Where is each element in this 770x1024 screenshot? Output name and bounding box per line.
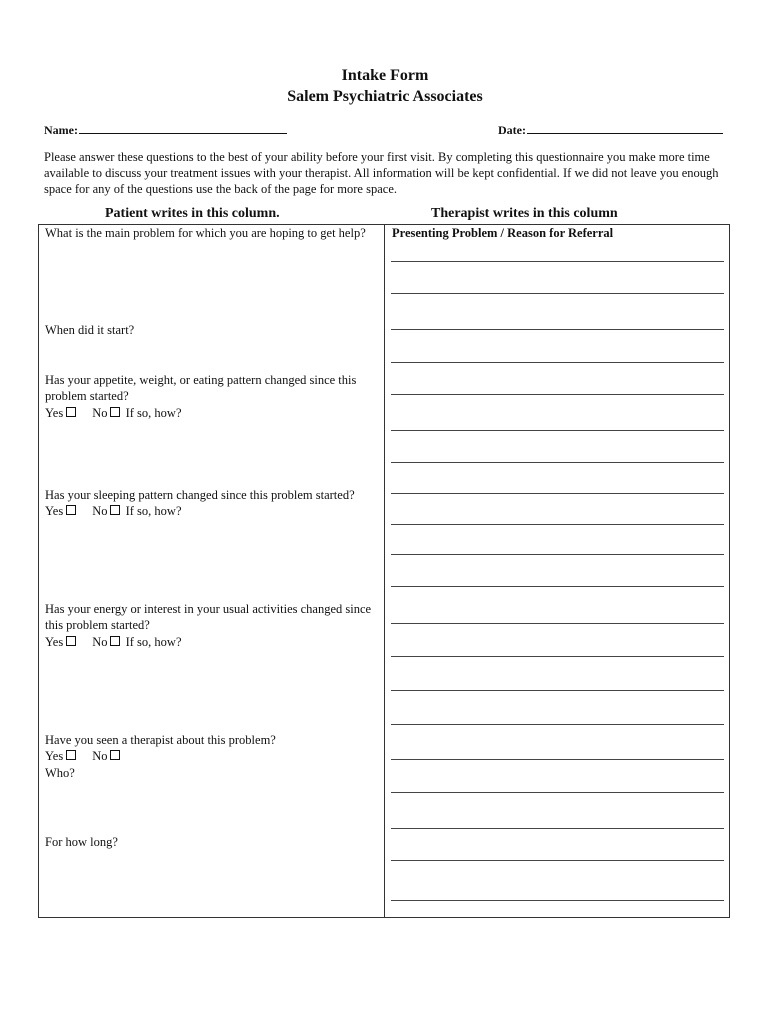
name-field[interactable]: [44, 122, 287, 138]
therapist-writing-line[interactable]: [391, 261, 724, 262]
yes-label: Yes: [45, 749, 64, 764]
yes-label: Yes: [45, 405, 64, 420]
therapist-writing-line[interactable]: [391, 524, 724, 525]
question-appetite: Has your appetite, weight, or eating pattern changed since this problem started?: [45, 373, 357, 404]
therapist-writing-line[interactable]: [391, 554, 724, 555]
question-who: Who?: [45, 765, 75, 780]
presenting-problem-heading: Presenting Problem / Reason for Referral: [392, 226, 614, 240]
appetite-options: [45, 405, 383, 421]
no-label: No: [92, 749, 108, 764]
question-therapist-block: [45, 732, 383, 781]
therapist-writing-line[interactable]: [391, 759, 724, 760]
therapist-writing-line[interactable]: [391, 430, 724, 431]
question-therapist-seen: Have you seen a therapist about this problem?: [45, 733, 276, 747]
form-title: Intake Form: [341, 67, 429, 84]
yes-label: Yes: [45, 634, 64, 649]
question-main-problem: What is the main problem for which you are hoping to get help?: [45, 226, 366, 240]
therapist-writing-line[interactable]: [391, 329, 724, 330]
question-appetite-block: [45, 372, 383, 421]
therapist-writing-line[interactable]: [391, 860, 724, 861]
instructions-paragraph: Please answer these questions to the best of your ability before your first visit. By completing this questionnaire you make more time available to discuss your treatment issues with your therapist. All information will be kept confidential. If we did not leave you enough space for any of the questions use the back of the page for more space.: [44, 150, 719, 197]
therapist-writing-line[interactable]: [391, 690, 724, 691]
sleep-yes-checkbox[interactable]: [66, 505, 76, 515]
appetite-no-checkbox[interactable]: [110, 407, 120, 417]
if-so-label: If so, how?: [125, 634, 182, 649]
therapist-seen-options: [45, 748, 383, 764]
date-label: Date:: [498, 123, 526, 137]
therapist-writing-line[interactable]: [391, 293, 724, 294]
therapist-yes-checkbox[interactable]: [66, 750, 76, 760]
patient-column-heading: Patient writes in this column.: [105, 206, 280, 221]
therapist-column-heading: Therapist writes in this column: [431, 206, 618, 221]
question-energy: Has your energy or interest in your usual activities changed since this problem started?: [45, 602, 372, 633]
no-label: No: [92, 405, 108, 420]
therapist-writing-line[interactable]: [391, 828, 724, 829]
yes-label: Yes: [45, 504, 64, 519]
therapist-writing-line[interactable]: [391, 394, 724, 395]
sleep-no-checkbox[interactable]: [110, 505, 120, 515]
name-input-line[interactable]: [79, 122, 287, 134]
practice-name: Salem Psychiatric Associates: [287, 88, 483, 105]
therapist-writing-line[interactable]: [391, 362, 724, 363]
if-so-label: If so, how?: [125, 504, 182, 519]
therapist-writing-line[interactable]: [391, 493, 724, 494]
therapist-writing-line[interactable]: [391, 623, 724, 624]
therapist-writing-line[interactable]: [391, 724, 724, 725]
question-sleep-block: [45, 487, 383, 520]
therapist-writing-line[interactable]: [391, 462, 724, 463]
therapist-writing-line[interactable]: [391, 792, 724, 793]
therapist-writing-line[interactable]: [391, 656, 724, 657]
energy-options: [45, 634, 383, 650]
question-when-start: When did it start?: [45, 323, 135, 337]
sleep-options: [45, 503, 383, 519]
appetite-yes-checkbox[interactable]: [66, 407, 76, 417]
energy-yes-checkbox[interactable]: [66, 636, 76, 646]
therapist-writing-line[interactable]: [391, 586, 724, 587]
if-so-label: If so, how?: [125, 405, 182, 420]
energy-no-checkbox[interactable]: [110, 636, 120, 646]
column-divider: [384, 224, 385, 918]
therapist-writing-line[interactable]: [391, 900, 724, 901]
no-label: No: [92, 634, 108, 649]
date-input-line[interactable]: [527, 122, 723, 134]
name-label: Name:: [44, 123, 78, 137]
question-how-long: For how long?: [45, 835, 118, 849]
question-energy-block: [45, 601, 383, 650]
question-sleep: Has your sleeping pattern changed since this problem started?: [45, 488, 355, 502]
date-field[interactable]: [498, 122, 723, 138]
therapist-no-checkbox[interactable]: [110, 750, 120, 760]
no-label: No: [92, 504, 108, 519]
